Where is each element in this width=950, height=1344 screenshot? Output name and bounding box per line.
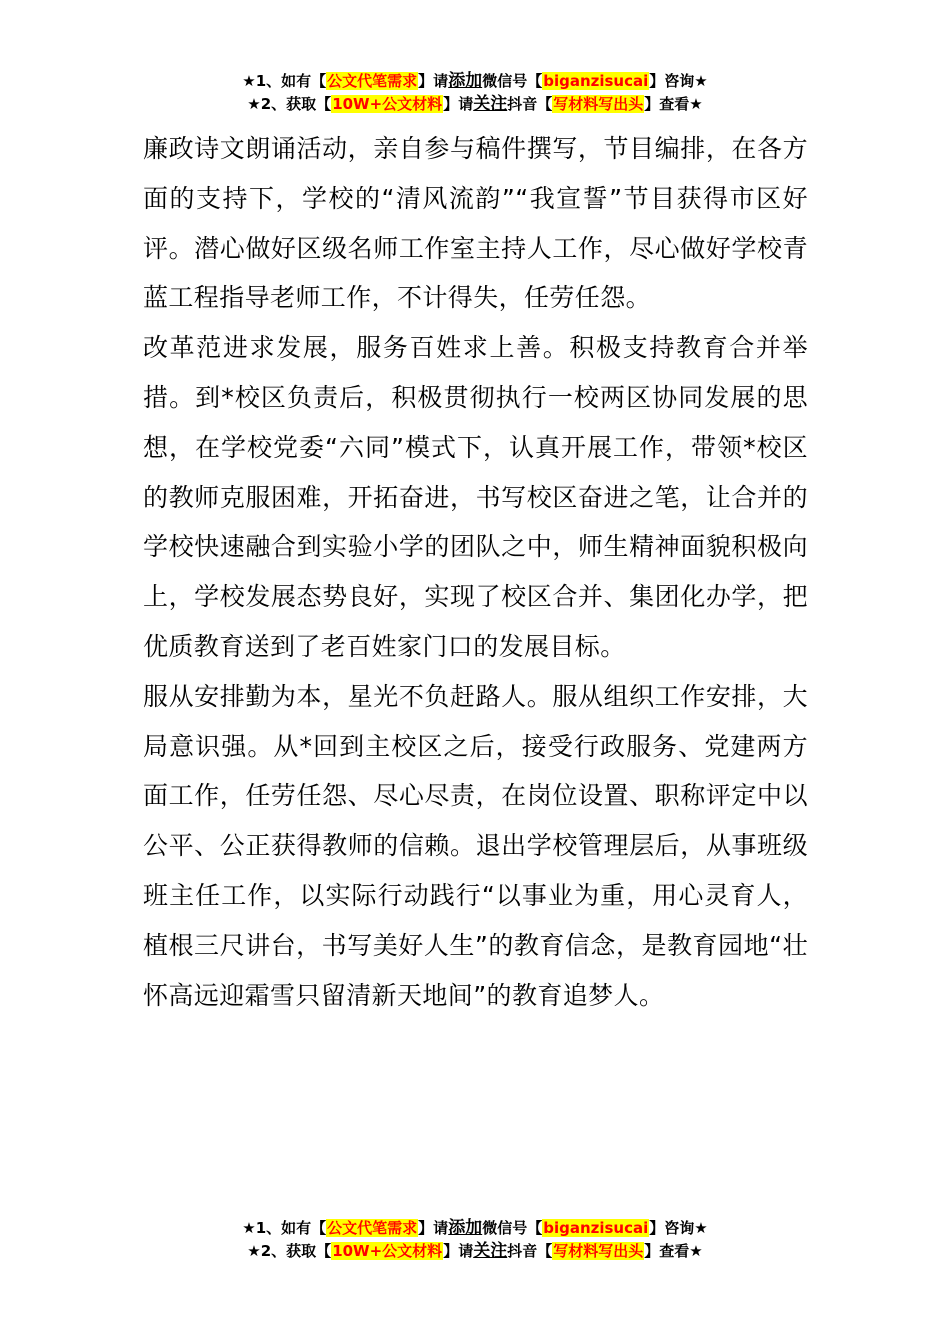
banner-line-1: ★1、如有【公文代笔需求】请添加微信号【biganzisucai】咨询★ <box>242 71 708 91</box>
banner-line-2: ★2、获取【10W+公文材料】请关注抖音【写材料写出头】查看★ <box>247 94 703 114</box>
highlight-service: 公文代笔需求 <box>327 72 418 90</box>
highlight-materials: 10W+公文材料 <box>332 95 443 113</box>
header-banner <box>0 70 950 116</box>
highlight-wechat-id: biganzisucai <box>543 72 649 90</box>
highlight-douyin-account: 写材料写出头 <box>553 95 644 113</box>
paragraph-1: 廉政诗文朗诵活动，亲自参与稿件撰写，节目编排，在各方面的支持下，学校的“清风流韵”“我宣誓”节目获得市区好评。潜心做好区级名师工作室主持人工作，尽心做好学校青蓝工程指导老师工作，不计得失，任劳任怨。 <box>143 134 808 313</box>
paragraph-2: 改革范进求发展，服务百姓求上善。积极支持教育合并举措。到*校区负责后，积极贯彻执行一校两区协同发展的思想，在学校党委“六同”模式下，认真开展工作，带领*校区的教师克服困难，开拓奋进，书写校区奋进之笔，让合并的学校快速融合到实验小学的团队之中，师生精神面貌积极向上，学校发展态势良好，实现了校区合并、集团化办学，把优质教育送到了老百姓家门口的发展目标。 <box>143 333 808 661</box>
paragraph-3: 服从安排勤为本，星光不负赶路人。服从组织工作安排，大局意识强。从*回到主校区之后，接受行政服务、党建两方面工作，任劳任怨、尽心尽责，在岗位设置、职称评定中以公平、公正获得教师的信赖。退出学校管理层后，从事班级班主任工作，以实际行动践行“以事业为重，用心灵育人，植根三尺讲台，书写美好人生”的教育信念，是教育园地“壮怀高远迎霜雪只留清新天地间”的教育追梦人。 <box>143 681 808 1010</box>
document-body <box>143 124 808 1020</box>
footer-line-1: ★1、如有【公文代笔需求】请添加微信号【biganzisucai】咨询★ <box>242 1218 708 1238</box>
footer-banner <box>0 1217 950 1263</box>
highlight-service: 公文代笔需求 <box>327 1219 418 1237</box>
highlight-douyin-account: 写材料写出头 <box>553 1242 644 1260</box>
highlight-wechat-id: biganzisucai <box>543 1219 649 1237</box>
highlight-materials: 10W+公文材料 <box>332 1242 443 1260</box>
footer-line-2: ★2、获取【10W+公文材料】请关注抖音【写材料写出头】查看★ <box>247 1241 703 1261</box>
